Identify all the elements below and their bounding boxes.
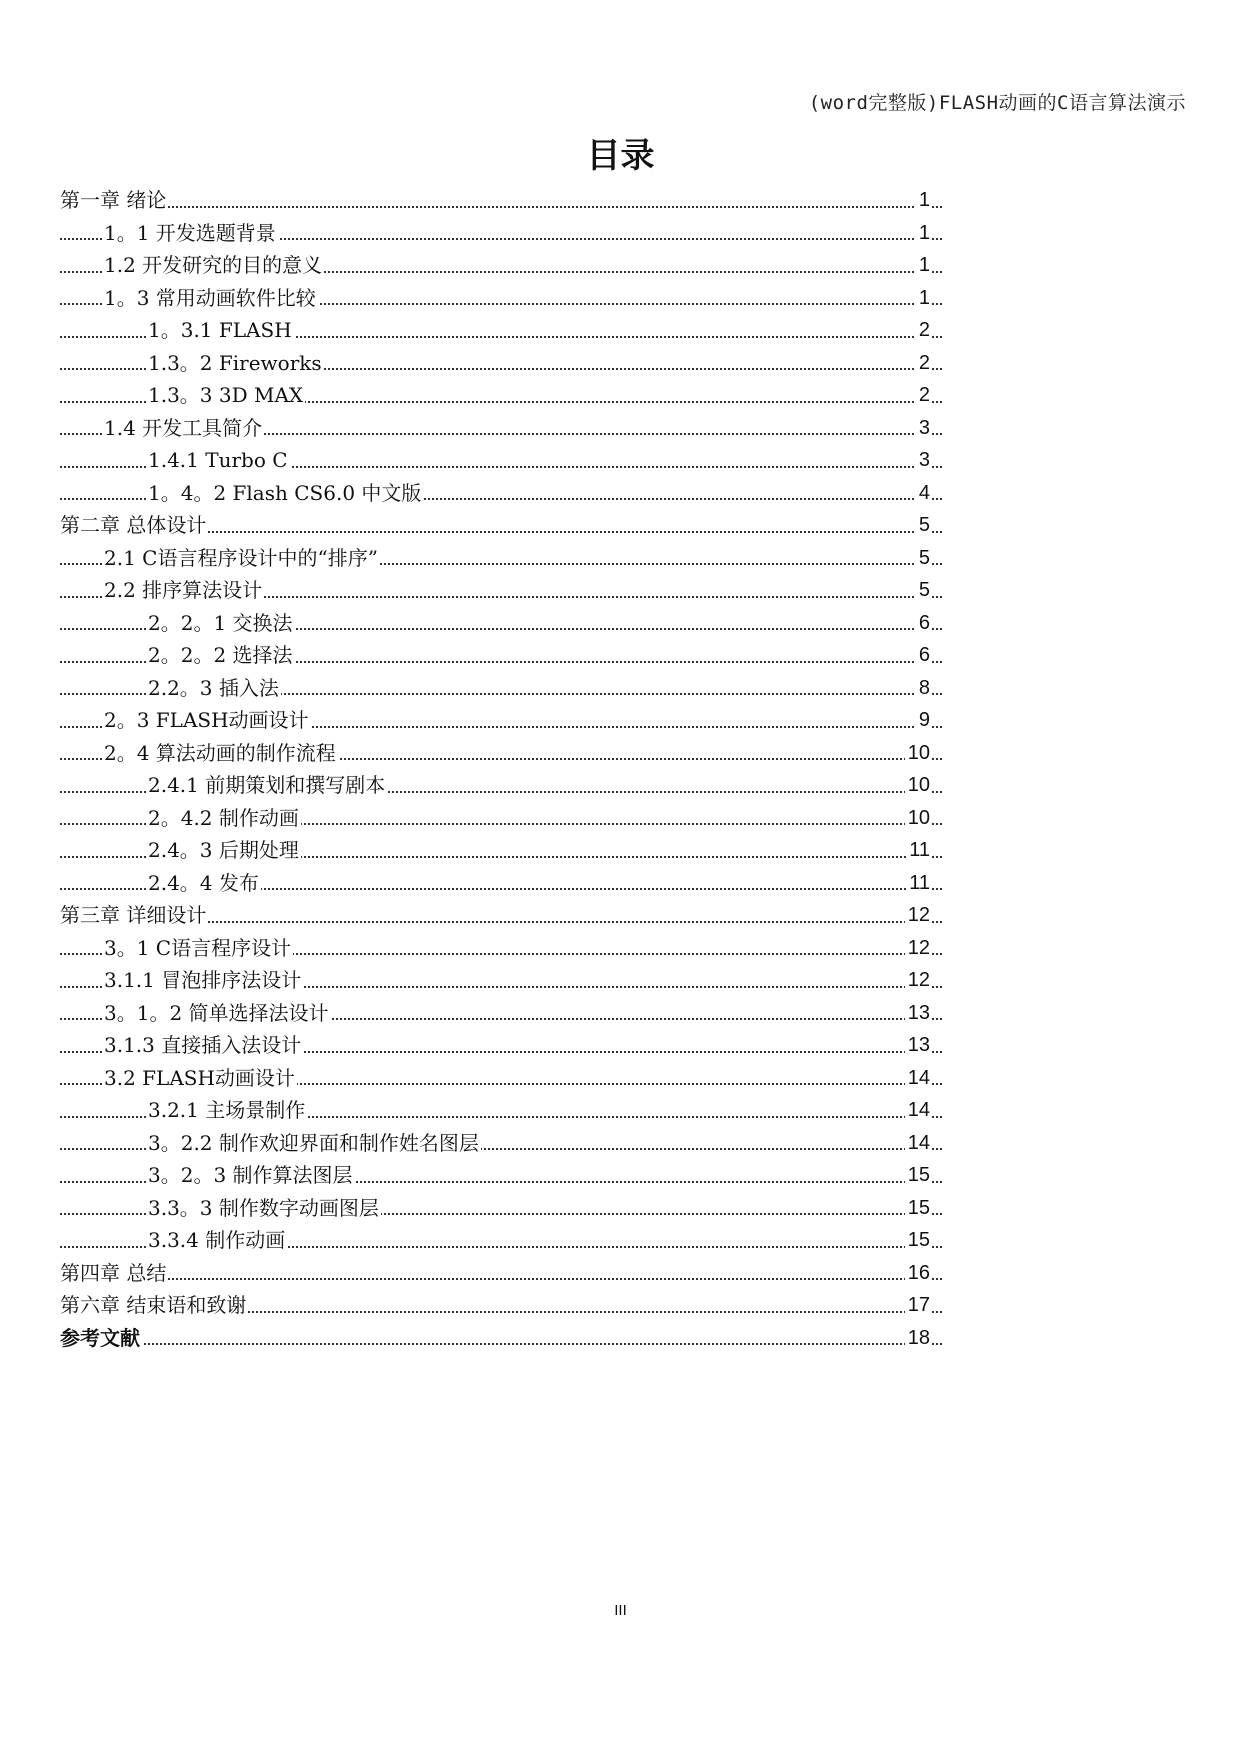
toc-entry-page: 6	[916, 607, 930, 640]
toc-entry[interactable]	[60, 379, 942, 412]
toc-entry-page: 5	[916, 542, 930, 575]
toc-entry-page: 14	[905, 1127, 930, 1160]
toc-entry[interactable]	[60, 509, 942, 542]
toc-entry-label: 1。3 常用动画软件比较	[104, 285, 316, 310]
dot-leader	[60, 1278, 942, 1280]
toc-entry-page: 9	[916, 704, 930, 737]
toc-entry[interactable]	[60, 249, 942, 282]
page-title: 目录	[586, 136, 655, 176]
toc-entry[interactable]	[60, 1094, 942, 1127]
toc-entry-page: 13	[905, 1029, 930, 1062]
toc-entry-label: 第六章 结束语和致谢	[60, 1293, 247, 1317]
toc-entry-page: 12	[905, 899, 930, 932]
toc-entry-page: 14	[905, 1062, 930, 1095]
toc-entry-page: 1	[916, 184, 930, 217]
toc-entry-page: 14	[905, 1094, 930, 1127]
toc-entry[interactable]	[60, 802, 942, 835]
toc-entry-page: 1	[916, 249, 930, 282]
toc-entry-label: 3.1.3 直接插入法设计	[104, 1033, 302, 1057]
toc-entry[interactable]	[60, 639, 942, 672]
toc-entry-label: 2.4。3 后期处理	[148, 838, 299, 862]
toc-entry[interactable]	[60, 899, 942, 932]
toc-entry-page: 4	[916, 477, 930, 510]
toc-entry[interactable]	[60, 672, 942, 705]
toc-entry-page: 11	[906, 867, 930, 900]
toc-entry-label: 2.2。3 插入法	[148, 675, 279, 700]
toc-entry-label: 第四章 总结	[60, 1260, 167, 1285]
toc-entry-page: 17	[905, 1289, 930, 1322]
toc-entry-page: 2	[916, 379, 930, 412]
toc-entry[interactable]	[60, 574, 942, 607]
toc-entry[interactable]	[60, 477, 942, 510]
toc-entry-page: 1	[916, 217, 930, 250]
toc-entry-label: 3。2。3 制作算法图层	[148, 1163, 353, 1187]
toc-entry-page: 16	[905, 1257, 930, 1290]
toc-entry-page: 2	[916, 347, 930, 380]
toc-entry-label: 1。3.1 FLASH	[148, 318, 292, 342]
toc-entry-page: 2	[916, 314, 930, 347]
toc-entry-label: 2.2 排序算法设计	[104, 578, 263, 602]
toc-entry[interactable]	[60, 769, 942, 802]
toc-entry-label: 1。1 开发选题背景	[104, 220, 276, 245]
toc-entry-label: 2.1 C语言程序设计中的“排序”	[104, 545, 378, 570]
toc-entry-page: 13	[905, 997, 930, 1030]
toc-entry[interactable]	[60, 412, 942, 445]
toc-entry[interactable]	[60, 217, 942, 250]
toc-entry[interactable]	[60, 282, 942, 315]
toc-entry-label: 3。1。2 简单选择法设计	[104, 1000, 329, 1025]
toc-entry[interactable]	[60, 964, 942, 997]
toc-entry-page: 6	[916, 639, 930, 672]
toc-entry-label: 3.1.1 冒泡排序法设计	[104, 968, 302, 992]
toc-entry[interactable]	[60, 1289, 942, 1322]
toc-entry[interactable]	[60, 932, 942, 965]
toc-entry-page: 15	[905, 1192, 930, 1225]
toc-entry[interactable]	[60, 184, 942, 217]
toc-entry-label: 3。1 C语言程序设计	[104, 935, 292, 960]
toc-entry-label: 1.3。2 Fireworks	[148, 350, 322, 375]
toc-entry[interactable]	[60, 704, 942, 737]
toc-entry[interactable]	[60, 997, 942, 1030]
toc-entry-page: 10	[905, 737, 930, 770]
toc-entry[interactable]	[60, 542, 942, 575]
toc-entry[interactable]	[60, 444, 942, 477]
toc-entry-label: 2.4。4 发布	[148, 870, 259, 895]
toc-entry-page: 10	[905, 802, 930, 835]
toc-entry[interactable]	[60, 314, 942, 347]
toc-entry-label: 1。4。2 Flash CS6.0 中文版	[148, 480, 422, 505]
toc-entry-label: 1.4.1 Turbo C	[148, 448, 288, 472]
toc-entry[interactable]	[60, 1159, 942, 1192]
toc-entry-label: 参考文献	[60, 1325, 140, 1350]
toc-entry-page: 12	[905, 932, 930, 965]
toc-entry-page: 1	[916, 282, 930, 315]
toc-entry-label: 2。2。1 交换法	[148, 610, 293, 635]
toc-entry-page: 3	[916, 412, 930, 445]
toc-entry-page: 12	[905, 964, 930, 997]
toc-entry[interactable]	[60, 1257, 942, 1290]
toc-entry[interactable]	[60, 607, 942, 640]
toc-entry[interactable]	[60, 1127, 942, 1160]
toc-entry[interactable]	[60, 1029, 942, 1062]
toc-entry-label: 1.2 开发研究的目的意义	[104, 253, 323, 277]
toc-entry-label: 3.3.4 制作动画	[148, 1228, 286, 1252]
toc-entry[interactable]	[60, 1062, 942, 1095]
toc-entry-label: 3。2.2 制作欢迎界面和制作姓名图层	[148, 1130, 479, 1155]
toc-entry-label: 1.3。3 3D MAX	[148, 383, 304, 407]
toc-entry-label: 2.4.1 前期策划和撰写剧本	[148, 773, 386, 797]
toc-entry-page: 10	[905, 769, 930, 802]
toc-entry-label: 第二章 总体设计	[60, 513, 207, 537]
toc-entry-page: 15	[905, 1224, 930, 1257]
toc-entry-page: 5	[916, 574, 930, 607]
toc-entry-label: 2。4.2 制作动画	[148, 805, 299, 830]
toc-entry-label: 2。4 算法动画的制作流程	[104, 740, 336, 765]
toc-entry-page: 8	[916, 672, 930, 705]
toc-entry[interactable]	[60, 1322, 942, 1355]
toc-entry[interactable]	[60, 347, 942, 380]
toc-entry-label: 第三章 详细设计	[60, 903, 207, 927]
toc-entry[interactable]	[60, 1192, 942, 1225]
toc-entry-label: 3.3。3 制作数字动画图层	[148, 1195, 379, 1220]
toc-entry[interactable]	[60, 1224, 942, 1257]
toc-entry-page: 5	[916, 509, 930, 542]
toc-entry-label: 2。3 FLASH动画设计	[104, 708, 309, 732]
toc-entry[interactable]	[60, 834, 942, 867]
toc-entry-page: 3	[916, 444, 930, 477]
toc-entry-label: 1.4 开发工具简介	[104, 415, 263, 440]
toc-entry[interactable]	[60, 737, 942, 770]
toc-entry-label: 3.2.1 主场景制作	[148, 1098, 306, 1122]
dot-leader	[60, 1343, 942, 1345]
toc-entry-page: 18	[905, 1322, 930, 1355]
toc-entry-page: 11	[906, 834, 930, 867]
page-number: III	[614, 1602, 627, 1619]
toc-entry-label: 2。2。2 选择法	[148, 643, 293, 667]
table-of-contents	[60, 184, 942, 1354]
toc-entry-label: 3.2 FLASH动画设计	[104, 1065, 295, 1090]
toc-entry-page: 15	[905, 1159, 930, 1192]
running-header: (word完整版)FLASH动画的C语言算法演示	[808, 92, 1186, 114]
toc-entry[interactable]	[60, 867, 942, 900]
dot-leader	[60, 206, 942, 208]
toc-entry-label: 第一章 绪论	[60, 188, 167, 212]
